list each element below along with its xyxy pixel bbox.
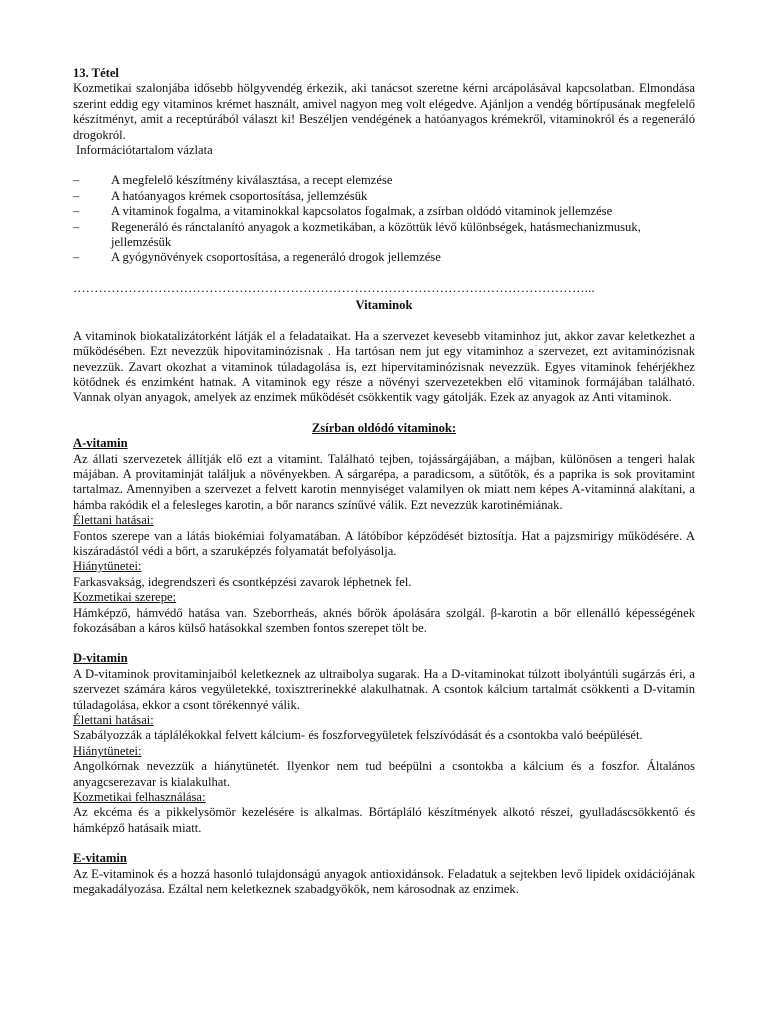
exam-title: 13. Tétel: [73, 66, 119, 80]
vitamin-d-effects-label: Élettani hatásai:: [73, 713, 154, 728]
vitamin-d-symptoms: Angolkórnak nevezzük a hiánytünetét. Ilyenkor nem tud beépülni a csontokba a kálcium és a foszfor. Általános anyagcserezavar is kialakulhat.: [73, 759, 695, 789]
list-item: [73, 220, 695, 251]
vitamin-a-cosmetic-label: Kozmetikai szerepe:: [73, 590, 177, 605]
document-page: [73, 66, 695, 898]
vitamin-a-symptoms-label: Hiánytünetei:: [73, 559, 142, 574]
dash-bullet: –: [73, 188, 80, 203]
vitamin-e-paragraph: Az E-vitaminok és a hozzá hasonló tulajdonságú anyagok antioxidánsok. Feladatuk a sejtekben levő lipidek oxidációjának megakadályozása. Ezáltal nem keletkeznek szabadgyökök, nem károsodnak az enzimek.: [73, 866, 695, 897]
spacer: [73, 314, 695, 329]
list-item: [73, 173, 695, 188]
spacer: [73, 636, 695, 651]
list-item-text: A hatóanyagos krémek csoportosítása, jellemzésük: [111, 188, 368, 203]
list-item-text: Regeneráló és ránctalanító anyagok a kozmetikában, a közöttük lévő különbségek, hatásmechanizmusuk, jellemzésük: [111, 219, 641, 250]
dash-bullet: –: [73, 250, 80, 265]
list-item: [73, 204, 695, 219]
dash-bullet: –: [73, 204, 80, 219]
list-item: [73, 250, 695, 265]
section-title-vitamins: Vitaminok: [355, 298, 413, 313]
vitamin-a-effects: Fontos szerepe van a látás biokémiai folyamatában. A látóbíbor képződését biztosítja. Hat a pajzsmirigy működésére. A kiszáradástól védi a bőrt, a szaruképzés folyamatát befolyásolja.: [73, 528, 695, 558]
list-item-text: A megfelelő készítmény kiválasztása, a recept elemzése: [111, 173, 393, 188]
vitamin-d-cosmetic-label: Kozmetikai felhasználása:: [73, 790, 206, 805]
vitamin-a-effects-label: Élettani hatásai:: [73, 513, 154, 528]
vitamin-a-symptoms: Farkasvakság, idegrendszeri és csontképzési zavarok léphetnek fel.: [73, 574, 412, 589]
vitamin-d-paragraph: A D-vitaminok provitaminjaiból keletkeznek az ultraibolya sugarak. Ha a D-vitaminokat túlzott ibolyántúli sugárzás éri, a szervezet számára káros vegyületekké, toxisztrerinekké alakulhatnak. A csontok kálcium tartalmát csökkenti a D-vitamin túladagolása, ekkor a csont törékennyé válik.: [73, 666, 695, 712]
vitamin-a-paragraph: Az állati szervezetek állítják elő ezt a vitamint. Található tejben, tojássárgájában, a májban, különösen a tengeri halak májában. A provitaminját találjuk a növényekben. A sárgarépa, a paradicsom, a sütőtök, és a paprika is sok provitamint tartalmaz. Amennyiben a szervezet a felvett karotin mennyiséget valamilyen ok miatt nem képes A-vitaminná alakítani, a hámba rakódik el a felesleges karotin, a bőr narancs színűvé válik. Ezt nevezzük karotinémiának.: [73, 451, 695, 512]
dash-bullet: –: [73, 173, 80, 188]
spacer: [73, 406, 695, 421]
vitamin-d-effects: Szabályozzák a táplálékokkal felvett kálcium- és foszforvegyületek felszívódását és a csontokba való beépülését.: [73, 728, 643, 743]
dotted-separator: …………………………………………………………………………………………………………...: [73, 280, 595, 295]
vitamin-d-cosmetic: Az ekcéma és a pikkelysömör kezelésére is alkalmas. Bőrtápláló készítmények alkotó részei, gyulladáscsökkentő és hámképző hatásaik miatt.: [73, 805, 695, 835]
list-item: [73, 189, 695, 204]
spacer: [73, 836, 695, 851]
vitamins-intro-paragraph: A vitaminok biokatalizátorként látják el a feladataikat. Ha a szervezet kevesebb vitaminhoz jut, akkor zavar keletkezhet a működésében. Ezt nevezzük hipovitaminózisnak . Ha tartósan nem jut egy vitaminhoz a szervezet, ezt avitaminózisnak nevezzük. Zavart okozhat a vitaminok túladagolása is, ezt hipervitaminózisnak nevezzük. Egyes vitaminok fehérjékhez kötődnek és enzimként hatnak. A vitaminok egy része a növényi szervezetekben elő vitaminok formájában található. Vannak olyan anyagok, amelyek az enzimek működését csökkentik vagy gátolják. Ezek az anyagok az Anti vitaminok.: [73, 328, 695, 405]
outline-list: [73, 173, 695, 265]
vitamin-e-heading: E-vitamin: [73, 851, 127, 866]
list-item-text: A vitaminok fogalma, a vitaminokkal kapcsolatos fogalmak, a zsírban oldódó vitaminok jellemzése: [111, 204, 613, 219]
fat-soluble-heading: Zsírban oldódó vitaminok:: [311, 420, 457, 435]
scenario-paragraph: Kozmetikai szalonjába idősebb hölgyvendég érkezik, aki tanácsot szeretne kérni arcápolásával kapcsolatban. Elmondása szerint eddig egy vitaminos krémet használt, amivel nagyon meg volt elégedve. Ajánljon a vendég bőrtípusának megfelelő készítményt, amit a receptúrából választ ki! Beszéljen vendégének a hatóanyagos krémekről, vitaminokról és a regeneráló drogokról.: [73, 81, 695, 142]
dash-bullet: –: [73, 219, 80, 234]
vitamin-a-heading: A-vitamin: [73, 436, 128, 451]
list-item-text: A gyógynövények csoportosítása, a regeneráló drogok jellemzése: [111, 250, 441, 265]
outline-title: Információtartalom vázlata: [76, 143, 213, 158]
vitamin-d-heading: D-vitamin: [73, 651, 128, 666]
vitamin-a-cosmetic: Hámképző, hámvédő hatása van. Szeborrheás, aknés bőrök ápolására szolgál. β-karotin a bőr ellenálló képességének fokozásában a káros külső hatásokkal szemben fontos szerepet tölt be.: [73, 605, 695, 635]
vitamin-d-symptoms-label: Hiánytünetei:: [73, 743, 142, 758]
